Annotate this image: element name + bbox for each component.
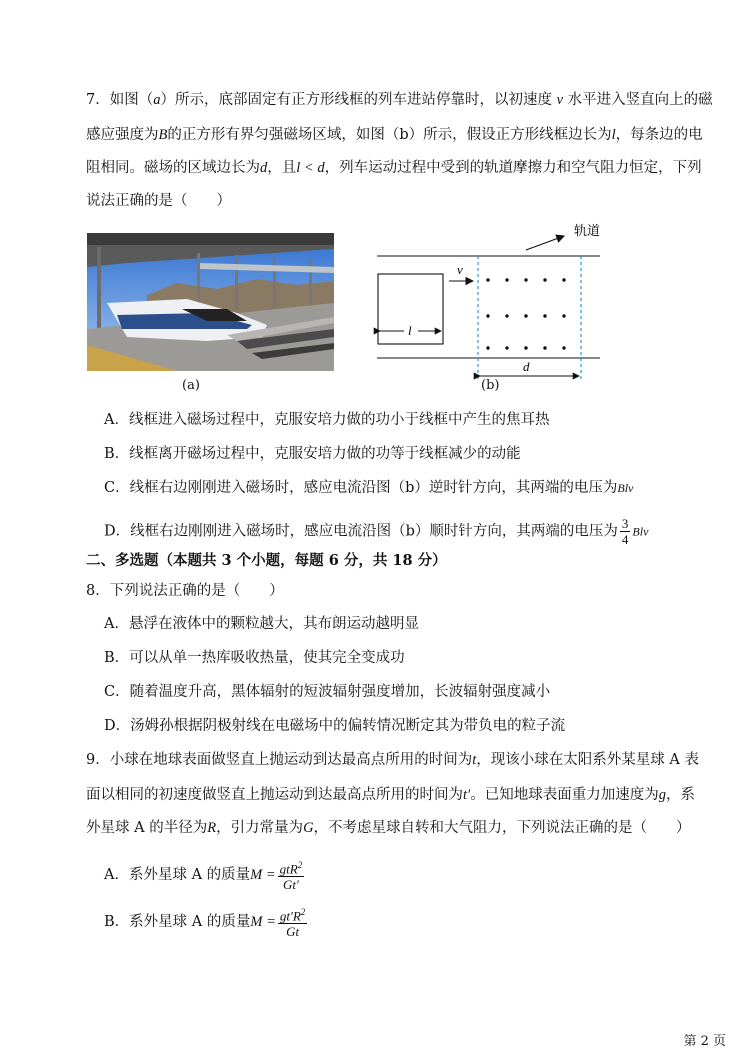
v-label: v — [457, 262, 463, 277]
caption-figure-a: (a) — [182, 378, 200, 393]
track-pointer-arrow — [526, 236, 564, 250]
q9-stem-line-1: 9．小球在地球表面做竖直上抛运动到达最高点所用的时间为t，现该小球在太阳系外某星球 A 表 — [86, 752, 699, 768]
section-heading-multiple-choice: 二、多选题（本题共 3 个小题，每题 6 分，共 18 分） — [86, 552, 447, 569]
q7-option-a: A．线框进入磁场过程中，克服安培力做的功小于线框中产生的焦耳热 — [104, 412, 550, 428]
q9-option-b: B．系外星球 A 的质量M = $\frac{gt'R^2}{Gt}$ — [104, 907, 306, 940]
q9-stem-line-3: 外星球 A 的半径为R，引力常量为G，不考虑星球自转和大气阻力，下列说法正确的是（ ） — [86, 820, 691, 836]
q8-option-a: A．悬浮在液体中的颗粒越大，其布朗运动越明显 — [104, 616, 419, 632]
d-label: d — [523, 359, 530, 374]
q9-stem-line-2: 面以相同的初速度做竖直上抛运动到达最高点所用的时间为t′。已知地球表面重力加速度为g，系 — [86, 787, 695, 803]
l-label: l — [408, 323, 412, 338]
q8-stem: 8．下列说法正确的是（ ） — [86, 583, 284, 599]
q8-option-c: C．随着温度升高，黑体辐射的短波辐射强度增加，长波辐射强度减小 — [104, 684, 551, 700]
q7-stem-line-2: 感应强度为B的正方形有界匀强磁场区域，如图（b）所示，假设正方形线框边长为l，每条边的电 — [86, 127, 703, 143]
fraction-mass-b: $\frac{gt'R^2}{Gt}$ — [279, 907, 306, 940]
fraction-mass-a: $\frac{gtR^2}{Gt'}$ — [279, 860, 303, 893]
q7-option-c: C．线框右边刚刚进入磁场时，感应电流沿图（b）逆时针方向，其两端的电压为Blv — [104, 480, 634, 496]
q7-stem-line-4: 说法正确的是（ ） — [86, 193, 231, 209]
fraction-three-quarters: $\frac{3}{4}$ — [621, 516, 629, 547]
train-photo — [87, 233, 334, 371]
q7-option-d: D．线框右边刚刚进入磁场时，感应电流沿图（b）顺时针方向，其两端的电压为 $\frac{3}{4}$ Blv — [104, 516, 649, 547]
field-diagram — [370, 222, 610, 387]
q8-option-b: B．可以从单一热库吸收热量，使其完全变成功 — [104, 650, 405, 666]
track-label: 轨道 — [574, 223, 601, 238]
page-number: 第 2 页 — [683, 1034, 726, 1049]
q7-stem-line-3: 阻相同。磁场的区域边长为d，且l < d，列车运动过程中受到的轨道摩擦力和空气阻力恒定，下列 — [86, 160, 702, 176]
magnetic-field-dots — [486, 278, 565, 349]
caption-figure-b: (b) — [481, 378, 500, 393]
q8-option-d: D．汤姆孙根据阴极射线在电磁场中的偏转情况断定其为带负电的粒子流 — [104, 718, 566, 734]
q7-stem-line-1: 7．如图（a）所示，底部固定有正方形线框的列车进站停靠时，以初速度 v 水平进入竖直向上的磁 — [86, 92, 713, 108]
q9-option-a: A．系外星球 A 的质量M = $\frac{gtR^2}{Gt'}$ — [104, 860, 303, 893]
q7-option-b: B．线框离开磁场过程中，克服安培力做的功等于线框减少的动能 — [104, 446, 521, 462]
